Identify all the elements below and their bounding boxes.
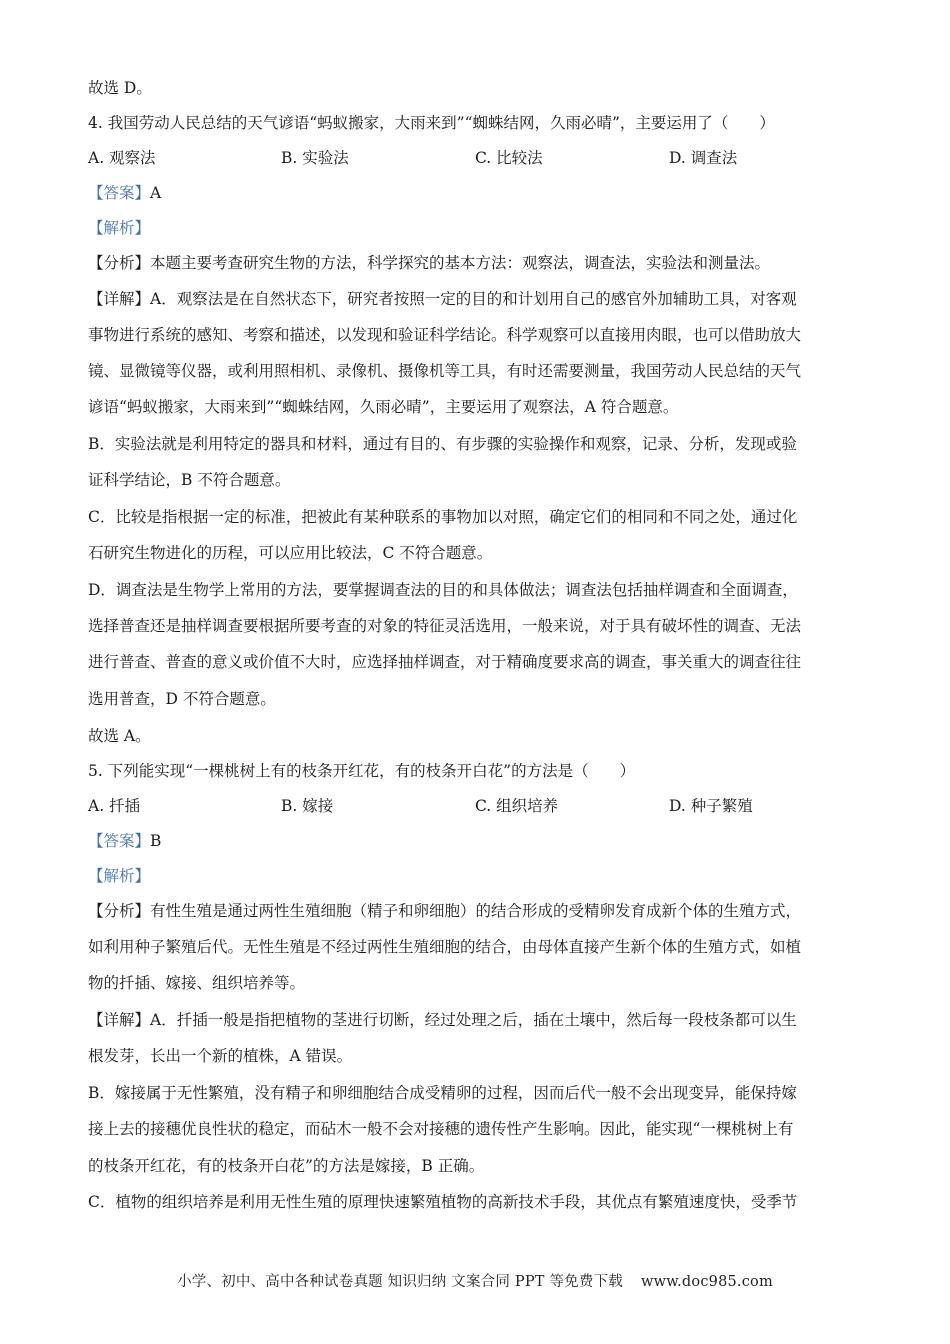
text-line: 选择普查还是抽样调查要根据所要考查的对象的特征灵活选用，一般来说，对于具有破坏性的调查、无法 <box>88 617 802 635</box>
option-b: B. 实验法 <box>281 149 349 167</box>
text-line: 镜、显微镜等仪器，或利用照相机、录像机、摄像机等工具，有时还需要测量，我国劳动人民总结的天气 <box>88 362 802 380</box>
text-line: 石研究生物进化的历程，可以应用比较法，C 不符合题意。 <box>88 544 493 562</box>
fenxi-tag: 【分析】 <box>88 902 151 920</box>
text-line: D．调查法是生物学上常用的方法，要掌握调查法的目的和具体做法；调查法包括抽样调查和全面调查， <box>88 581 798 599</box>
text-line: C．比较是指根据一定的标准，把被此有某种联系的事物加以对照，确定它们的相同和不同之处，通过化 <box>88 508 798 526</box>
text-line: 故选 D。 <box>88 79 152 97</box>
footer-text: 小学、初中、高中各种试卷真题 知识归纳 文案合同 PPT 等免费下载 <box>177 1274 623 1290</box>
text-line: 物的扦插、嫁接、组织培养等。 <box>88 974 306 992</box>
detail-line <box>88 1010 878 1030</box>
footer-link[interactable]: www.doc985.com <box>640 1274 773 1290</box>
option-d: D. 调查法 <box>669 149 738 167</box>
option-a: A. 观察法 <box>88 149 156 167</box>
answer-tag: 【答案】 <box>88 832 151 850</box>
analysis-tag: 【解析】 <box>88 219 151 237</box>
detail-line <box>88 289 878 309</box>
text-line: C．植物的组织培养是利用无性生殖的原理快速繁殖植物的高新技术手段，其优点有繁殖速度快，受季节 <box>88 1193 798 1211</box>
xiangjie-tag: 【详解】 <box>88 290 151 308</box>
text-line: 根发芽，长出一个新的植株，A 错误。 <box>88 1047 353 1065</box>
answer-value: A <box>150 184 162 202</box>
text-line: 的枝条开红花，有的枝条开白花”的方法是嫁接，B 正确。 <box>88 1157 485 1175</box>
page-footer <box>0 1270 950 1291</box>
option-d: D. 种子繁殖 <box>669 797 753 815</box>
option-c: C. 比较法 <box>475 149 543 167</box>
question-4: 4. 我国劳动人民总结的天气谚语“蚂蚁搬家，大雨来到”“蜘蛛结网，久雨必晴”，主要运用了（ ） <box>88 114 775 132</box>
option-a: A. 扦插 <box>88 797 141 815</box>
question-5: 5. 下列能实现“一棵桃树上有的枝条开红花，有的枝条开白花”的方法是（ ） <box>88 762 636 780</box>
text-line: 谚语“蚂蚁搬家，大雨来到”“蜘蛛结网，久雨必晴”，主要运用了观察法，A 符合题意。 <box>88 398 679 416</box>
fenxi-text: 本题主要考查研究生物的方法，科学探究的基本方法：观察法，调查法，实验法和测量法。 <box>150 254 771 272</box>
text-line: B．嫁接属于无性繁殖，没有精子和卵细胞结合成受精卵的过程，因而后代一般不会出现变异，能保持嫁 <box>88 1084 797 1102</box>
answer-line <box>88 831 878 851</box>
fenxi-text: 有性生殖是通过两性生殖细胞（精子和卵细胞）的结合形成的受精卵发育成新个体的生殖方式， <box>150 902 802 920</box>
text-line: 接上去的接穗优良性状的稳定，而砧木一般不会对接穗的遗传性产生影响。因此，能实现“一棵桃树上有 <box>88 1120 794 1138</box>
analysis-line <box>88 253 878 273</box>
answer-line <box>88 183 878 203</box>
xiangjie-tag: 【详解】 <box>88 1011 151 1029</box>
text-line: 如利用种子繁殖后代。无性生殖是不经过两性生殖细胞的结合，由母体直接产生新个体的生殖方式，如植 <box>88 938 802 956</box>
detail-text: A．观察法是在自然状态下，研究者按照一定的目的和计划用自己的感官外加辅助工具，对客观 <box>150 290 797 308</box>
text-line: 证科学结论，B 不符合题意。 <box>88 471 291 489</box>
answer-tag: 【答案】 <box>88 184 151 202</box>
option-c: C. 组织培养 <box>475 797 559 815</box>
text-line: 进行普查、普查的意义或价值不大时，应选择抽样调查，对于精确度要求高的调查，事关重大的调查往往 <box>88 653 802 671</box>
answer-value: B <box>150 832 162 850</box>
text-line: B．实验法就是利用特定的器具和材料，通过有目的、有步骤的实验操作和观察，记录、分析，发现或验 <box>88 435 797 453</box>
detail-text: A．扦插一般是指把植物的茎进行切断，经过处理之后，插在土壤中，然后每一段枝条都可以生 <box>150 1011 797 1029</box>
text-line: 故选 A。 <box>88 727 151 745</box>
option-b: B. 嫁接 <box>281 797 334 815</box>
analysis-tag: 【解析】 <box>88 867 151 885</box>
fenxi-tag: 【分析】 <box>88 254 151 272</box>
analysis-line <box>88 901 878 921</box>
text-line: 选用普查，D 不符合题意。 <box>88 690 276 708</box>
text-line: 事物进行系统的感知、考察和描述，以发现和验证科学结论。科学观察可以直接用肉眼，也可以借助放大 <box>88 326 802 344</box>
